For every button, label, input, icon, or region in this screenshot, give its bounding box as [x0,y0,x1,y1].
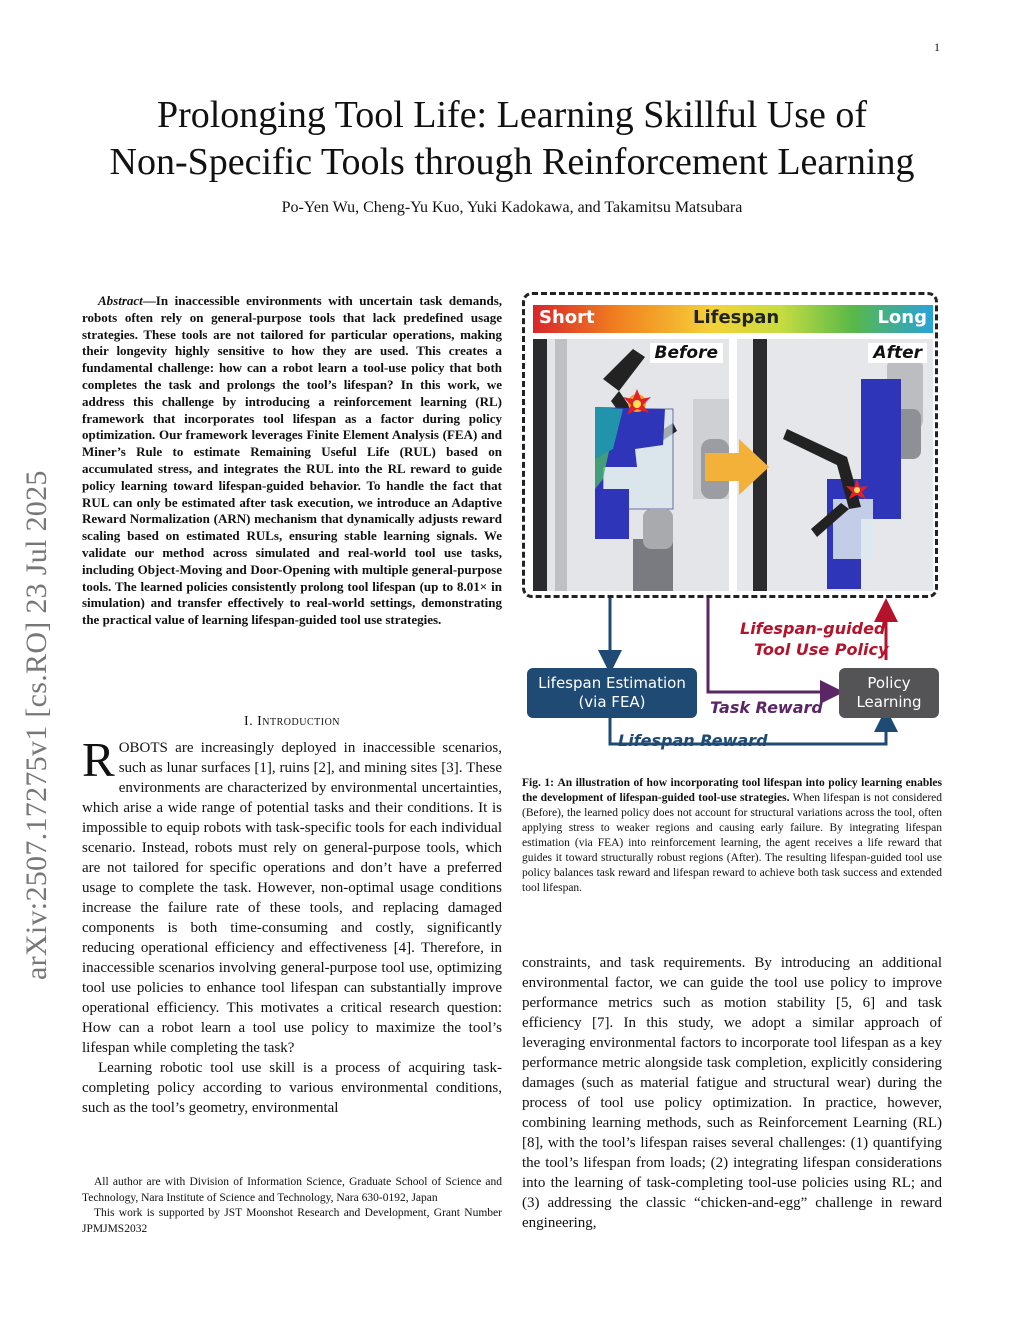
footnote-funding: This work is supported by JST Moonshot Research and Development, Grant Number JPMJMS2032 [82,1207,502,1235]
drop-cap: R [82,732,115,787]
bar-label-long: Long [877,307,927,328]
policy-label-line-2: Tool Use Policy [754,640,889,659]
caption-label: Fig. 1: [522,777,554,789]
task-reward-label: Task Reward [710,698,823,717]
caption-body: When lifespan is not considered (Before), the learned policy does not account for structural variations across the tool, often applying stress to weaker regions and causing early failure. By integrating lifespan estimation (via FEA) into reinforcement learning, the agent receives a life reward that guides it toward structurally robust regions (After). The resulting lifespan-guided tool use policy balances task reward and lifespan reward to achieve both task success and extended tool lifespan. [522,792,942,894]
introduction-text [82,732,502,1118]
bar-label-short: Short [539,307,595,328]
figure-dashed-frame [522,292,938,598]
before-scene-illustration [533,339,729,591]
intro-paragraph-2: Learning robotic tool use skill is a process of acquiring task-completing policy according to various environmental conditions, such as the tool’s geometry, environmental [82,1060,502,1116]
bar-label-lifespan: Lifespan [693,307,780,328]
abstract [82,293,502,629]
title-line-2: Non-Specific Tools through Reinforcement Learning [109,141,915,183]
before-photo [533,339,729,591]
tag-after: After [868,343,927,363]
box-lifespan-estimation: Lifespan Estimation (via FEA) [527,668,697,718]
lifespan-reward-label: Lifespan Reward [618,731,768,750]
arxiv-identifier: arXiv:2507.17275v1 [cs.RO] 23 Jul 2025 [20,470,53,980]
before-after-arrow-icon [705,439,769,495]
section-title: Introduction [257,714,341,729]
author-list: Po-Yen Wu, Cheng-Yu Kuo, Yuki Kadokawa, and Takamitsu Matsubara [281,199,743,216]
abstract-label: Abstract [98,293,143,308]
page-number: 1 [934,40,940,54]
caption-summary: An illustration of how incorporating tool lifespan into policy learning enables the development of lifespan-guided tool-use strategies. [522,777,943,804]
tag-before: Before [650,343,723,363]
right-column-text: constraints, and task requirements. By introducing an additional environmental factor, we can guide the tool use policy to improve performance metrics such as motion stability [5, 6] and task efficiency [7]. In this study, we adopt a similar approach of leveraging environmental factors to incorporate tool lifespan as a key performance metric alongside task completion, explicitly considering damages (such as material fatigue and structural wear) during the process of tool use policy optimization. In practice, however, combining learning methods, such as Reinforcement Learning (RL) [8], with the tool’s lifespan raises several challenges: (1) quantifying the tool’s lifespan from loads; (2) integrating lifespan considerations into the learning of task-completing tool-use policies using RL; and (3) addressing the classic “chicken-and-egg” challenge in reward engineering, [522,955,942,1231]
section-number: I. [243,714,254,729]
footnotes [82,1175,502,1237]
paper-title [0,92,1024,186]
title-line-1: Prolonging Tool Life: Learning Skillful Use of [156,94,868,136]
policy-label-line-1: Lifespan-guided [740,619,886,638]
figure-caption [522,776,942,896]
footnote-affiliation: All author are with Division of Information Science, Graduate School of Science and Technology, Nara Institute of Science and Technology, Nara 630-0192, Japan [82,1176,502,1204]
lifespan-gradient-bar [533,305,933,333]
box-policy-learning: Policy Learning [839,668,939,718]
figure-1 [522,292,945,762]
intro-paragraph-1: OBOTS are increasingly deployed in inaccessible scenarios, such as lunar surfaces [1], ruins [2], and mining sites [3]. These environments are characterized by environmental uncertainties, which arise a wide range of potential tasks and their conditions. It is impossible to equip robots with task-specific tools for each individual scenario. Instead, robots must rely on general-purpose tools, which are not tailored for specific operations and don’t have a preferred usage to complete the task. However, non-optimal usage conditions increase the failure rate of these tools, and replacing damaged components is both time-consuming and costly, significantly reducing operational efficiency and effectiveness [4]. Therefore, in inaccessible scenarios involving general-purpose tool use, optimizing tool use policies to enhance tool lifespan can substantially improve operational efficiency. This motivates a critical research question: How can a robot learn a tool use policy to maximize the tool’s lifespan while completing the task? [82,740,502,1056]
section-heading [82,714,502,730]
abstract-body: —In inaccessible environments with uncertain task demands, robots often rely on general-purpose tools that lack predefined usage strategies. These tools are not tailored for particular operations, making their longevity highly sensitive to how they are used. This creates a fundamental challenge: how can a robot learn a tool-use policy that both completes the task and prolongs the tool’s lifespan? In this work, we address this challenge by introducing a reinforcement learning (RL) framework that incorporates tool lifespan as a factor during policy optimization. Our framework leverages Finite Element Analysis (FEA) and Miner’s Rule to estimate Remaining Useful Life (RUL) based on accumulated stress, and integrates the RUL into the RL reward to guide policy learning toward lifespan-guided behavior. To handle the fact that RUL can only be estimated after task execution, we introduce an Adaptive Reward Normalization (ARN) mechanism that dynamically adjusts reward scaling based on estimated RULs, ensuring stable learning signals. We validate our method across simulated and real-world tool use tasks, including Object-Moving and Door-Opening with multiple general-purpose tools. The learned policies consistently prolong tool lifespan (up to 8.01× in simulation) and transfer effectively to real-world settings, demonstrating the practical value of learning lifespan-guided tool use strategies. [82,293,502,628]
